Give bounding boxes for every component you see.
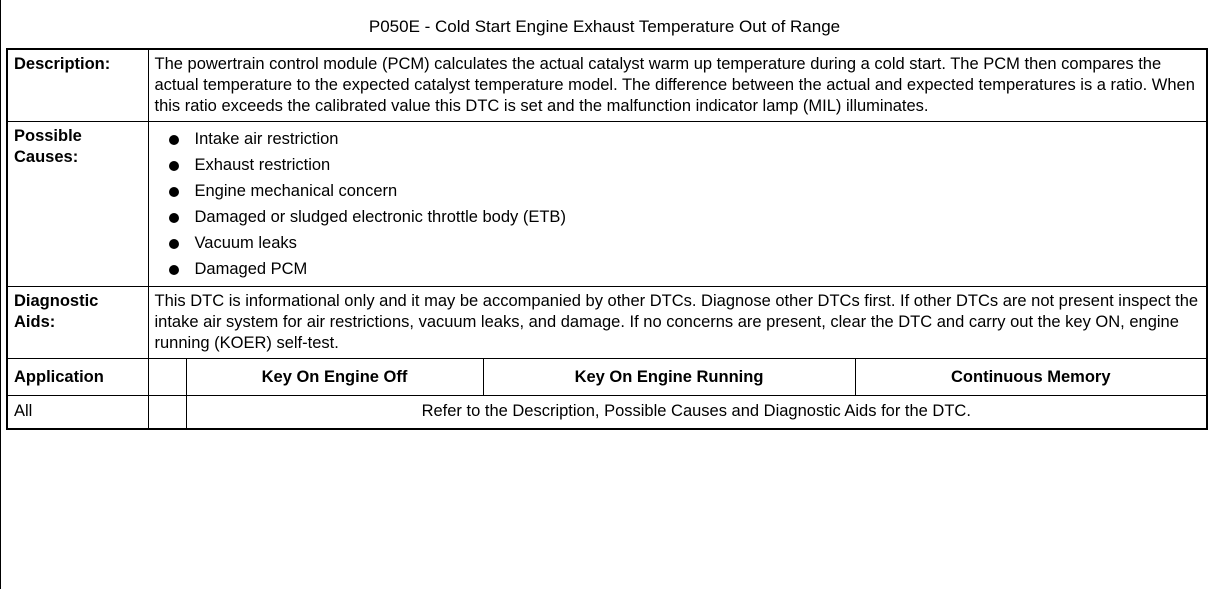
application-row-text: Refer to the Description, Possible Causes and Diagnostic Aids for the DTC.: [186, 396, 1207, 430]
list-item: Damaged or sludged electronic throttle body (ETB): [155, 204, 1201, 230]
list-item: Engine mechanical concern: [155, 178, 1201, 204]
bullet-icon: [169, 239, 179, 249]
description-text: The powertrain control module (PCM) calculates the actual catalyst warm up temperature during a cold start. The PCM then compares the actual temperature to the expected catalyst temperature model. The difference between the actual and expected temperatures is a ratio. When this ratio exceeds the calibrated value this DTC is set and the malfunction indicator lamp (MIL) illuminates.: [148, 49, 1207, 122]
bullet-icon: [169, 161, 179, 171]
possible-causes-label: Possible Causes:: [7, 122, 148, 287]
application-row-label: All: [7, 396, 148, 430]
list-item: Vacuum leaks: [155, 230, 1201, 256]
list-item: Exhaust restriction: [155, 152, 1201, 178]
bullet-icon: [169, 135, 179, 145]
left-margin-rule: [0, 0, 1, 589]
bullet-icon: [169, 213, 179, 223]
table-row: [7, 396, 1207, 430]
diagnostic-aids-label: Diagnostic Aids:: [7, 287, 148, 359]
application-header-row: [7, 359, 1207, 396]
possible-causes-cell: [148, 122, 1207, 287]
page-title: P050E - Cold Start Engine Exhaust Temperature Out of Range: [368, 17, 841, 36]
column-header-koeo: Key On Engine Off: [186, 359, 483, 396]
description-label: Description:: [7, 49, 148, 122]
causes-list: [155, 126, 1201, 282]
application-label: Application: [7, 359, 148, 396]
bullet-icon: [169, 187, 179, 197]
possible-causes-row: [7, 122, 1207, 287]
empty-cell: [148, 396, 186, 430]
bullet-icon: [169, 265, 179, 275]
empty-cell: [148, 359, 186, 396]
diagnostic-aids-text: This DTC is informational only and it may be accompanied by other DTCs. Diagnose other DTCs first. If other DTCs are not present inspect the intake air system for air restrictions, vacuum leaks, and damage. If no concerns are present, clear the DTC and carry out the key ON, engine running (KOER) self-test.: [148, 287, 1207, 359]
list-item: Intake air restriction: [155, 126, 1201, 152]
list-item: Damaged PCM: [155, 256, 1201, 282]
column-header-continuous-memory: Continuous Memory: [855, 359, 1207, 396]
dtc-table: [6, 48, 1208, 430]
diagnostic-aids-row: [7, 287, 1207, 359]
description-row: [7, 49, 1207, 122]
column-header-koer: Key On Engine Running: [483, 359, 855, 396]
